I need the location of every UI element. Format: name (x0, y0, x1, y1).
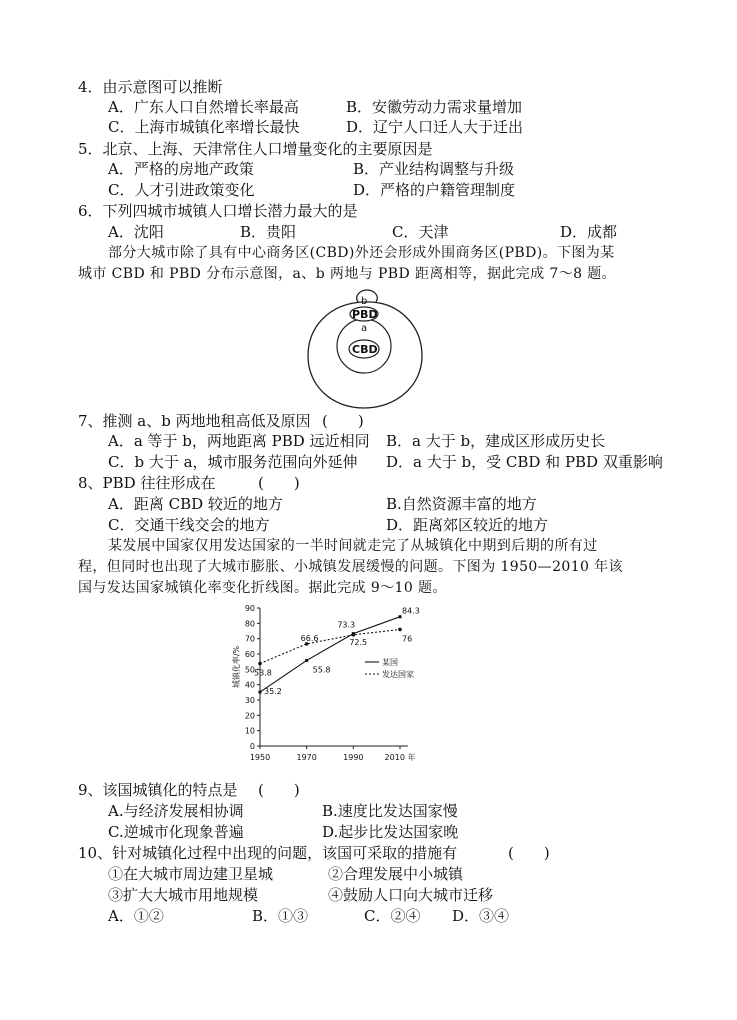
q7-blank[interactable]: ( ) (322, 412, 364, 430)
series-point-1 (305, 659, 308, 662)
q7-stem: 7、推测 a、b 两地地租高低及原因 (78, 412, 311, 430)
q8-option-d[interactable]: D．距离郊区较近的地方 (386, 516, 549, 534)
q8-option-b[interactable]: B.自然资源丰富的地方 (386, 495, 537, 513)
passage2-line3: 国与发达国家城镇化率变化折线图。据此完成 9～10 题。 (78, 580, 447, 596)
q4-stem: 4．由示意图可以推断 (78, 78, 223, 96)
data-label-1: 35.2 (264, 687, 282, 697)
label-b: b (361, 296, 368, 307)
q8-option-a[interactable]: A．距离 CBD 较近的地方 (108, 495, 283, 513)
q6-stem: 6．下列四城市城镇人口增长潜力最大的是 (78, 202, 358, 220)
q4-option-b[interactable]: B．安徽劳动力需求量增加 (346, 98, 523, 116)
q9-option-c[interactable]: C.逆城市化现象普遍 (108, 823, 244, 841)
x-tick-label: 1990 (343, 753, 364, 762)
q4-option-d[interactable]: D．辽宁人口迁人大于迁出 (346, 118, 524, 136)
q10-measure-1: ①在大城市周边建卫星城 (108, 865, 274, 883)
y-tick-label: 10 (244, 726, 255, 736)
q5-option-c[interactable]: C．人才引进政策变化 (108, 181, 255, 199)
q5-option-a[interactable]: A．严格的房地产政策 (108, 160, 254, 178)
y-tick-label: 20 (244, 711, 255, 721)
q8-option-c[interactable]: C．交通干线交会的地方 (108, 516, 270, 534)
q5-stem: 5．北京、上海、天津常住人口增量变化的主要原因是 (78, 140, 433, 158)
y-tick-label: 50 (244, 665, 255, 675)
q7-option-d[interactable]: D．a 大于 b，受 CBD 和 PBD 双重影响 (386, 453, 663, 471)
series-point-2 (398, 628, 402, 632)
label-pbd: PBD (352, 308, 378, 321)
q7-option-a[interactable]: A．a 等于 b，两地距离 PBD 远近相同 (108, 432, 370, 450)
q9-option-d[interactable]: D.起步比发达国家晚 (322, 823, 459, 841)
q4-option-c[interactable]: C．上海市城镇化率增长最快 (108, 118, 300, 136)
q9-blank[interactable]: ( ) (258, 781, 300, 799)
data-label-2: 72.5 (349, 637, 368, 647)
y-axis-label: 城镇化率/% (232, 645, 241, 689)
x-tick-label: 2010 年 (384, 753, 416, 762)
label-a: a (361, 323, 368, 334)
q6-option-b[interactable]: B．贵阳 (240, 223, 297, 241)
legend-label-2: 发达国家 (382, 670, 414, 679)
y-tick-label: 40 (244, 680, 255, 690)
q10-measure-2: ②合理发展中小城镇 (328, 865, 464, 883)
q6-option-c[interactable]: C．天津 (392, 223, 449, 241)
q8-stem: 8、PBD 往往形成在 (78, 474, 216, 492)
data-label-2: 76 (402, 634, 413, 644)
data-label-2: 66.6 (300, 633, 319, 643)
x-tick-label: 1970 (296, 753, 317, 762)
q4-option-a[interactable]: A．广东人口自然增长率最高 (108, 98, 299, 116)
series-line-1 (260, 617, 400, 692)
q6-option-d[interactable]: D．成都 (560, 223, 618, 241)
y-tick-label: 70 (244, 634, 255, 644)
q10-option-d[interactable]: D．③④ (452, 907, 510, 925)
cbd-pbd-diagram (300, 286, 440, 410)
y-tick-label: 0 (249, 742, 255, 751)
passage2-line2: 程，但同时也出现了大城市膨胀、小城镇发展缓慢的问题。下图为 1950—2010 年该 (78, 559, 623, 575)
data-label-1: 84.3 (402, 606, 420, 616)
legend-label-1: 某国 (382, 658, 398, 667)
q5-option-b[interactable]: B．产业结构调整与升级 (353, 160, 515, 178)
y-tick-label: 90 (244, 604, 255, 613)
q10-measure-3: ③扩大大城市用地规模 (108, 886, 259, 904)
passage1-line2: 城市 CBD 和 PBD 分布示意图，a、b 两地与 PBD 距离相等，据此完成 7～8 题。 (78, 266, 617, 282)
q6-option-a[interactable]: A．沈阳 (108, 223, 164, 241)
data-label-1: 55.8 (312, 665, 331, 675)
y-tick-label: 60 (244, 650, 255, 659)
y-tick-label: 80 (244, 619, 255, 629)
q9-option-b[interactable]: B.速度比发达国家慢 (322, 802, 458, 820)
q10-measure-4: ④鼓励人口向大城市迁移 (328, 886, 494, 904)
q5-option-d[interactable]: D．严格的户籍管理制度 (353, 181, 516, 199)
data-label-1: 73.3 (337, 620, 356, 630)
passage1-line1: 部分大城市除了具有中心商务区(CBD)外还会形成外围商务区(PBD)。下图为某 (108, 245, 615, 261)
y-tick-label: 30 (244, 696, 255, 705)
q10-option-b[interactable]: B．①③ (252, 907, 309, 925)
q9-option-a[interactable]: A.与经济发展相协调 (108, 802, 244, 820)
q10-option-c[interactable]: C．②④ (364, 907, 421, 925)
q7-option-b[interactable]: B．a 大于 b，建成区形成历史长 (386, 432, 606, 450)
data-label-2: 53.8 (254, 668, 272, 678)
series-point-2 (352, 633, 356, 637)
x-tick-label: 1950 (249, 753, 271, 762)
urbanization-line-chart (225, 600, 440, 770)
q10-blank[interactable]: ( ) (508, 844, 550, 862)
q8-blank[interactable]: ( ) (258, 474, 300, 492)
q10-option-a[interactable]: A．①② (108, 907, 164, 925)
q9-stem: 9、该国城镇化的特点是 (78, 781, 238, 799)
q7-option-c[interactable]: C．b 大于 a，城市服务范围向外延伸 (108, 453, 358, 471)
series-point-1 (259, 691, 262, 694)
q10-stem: 10、针对城镇化过程中出现的问题，该国可采取的措施有 (78, 844, 458, 862)
label-cbd: CBD (352, 343, 378, 356)
series-point-2 (258, 662, 262, 666)
passage2-line1: 某发展中国家仅用发达国家的一半时间就走完了从城镇化中期到后期的所有过 (108, 538, 598, 554)
